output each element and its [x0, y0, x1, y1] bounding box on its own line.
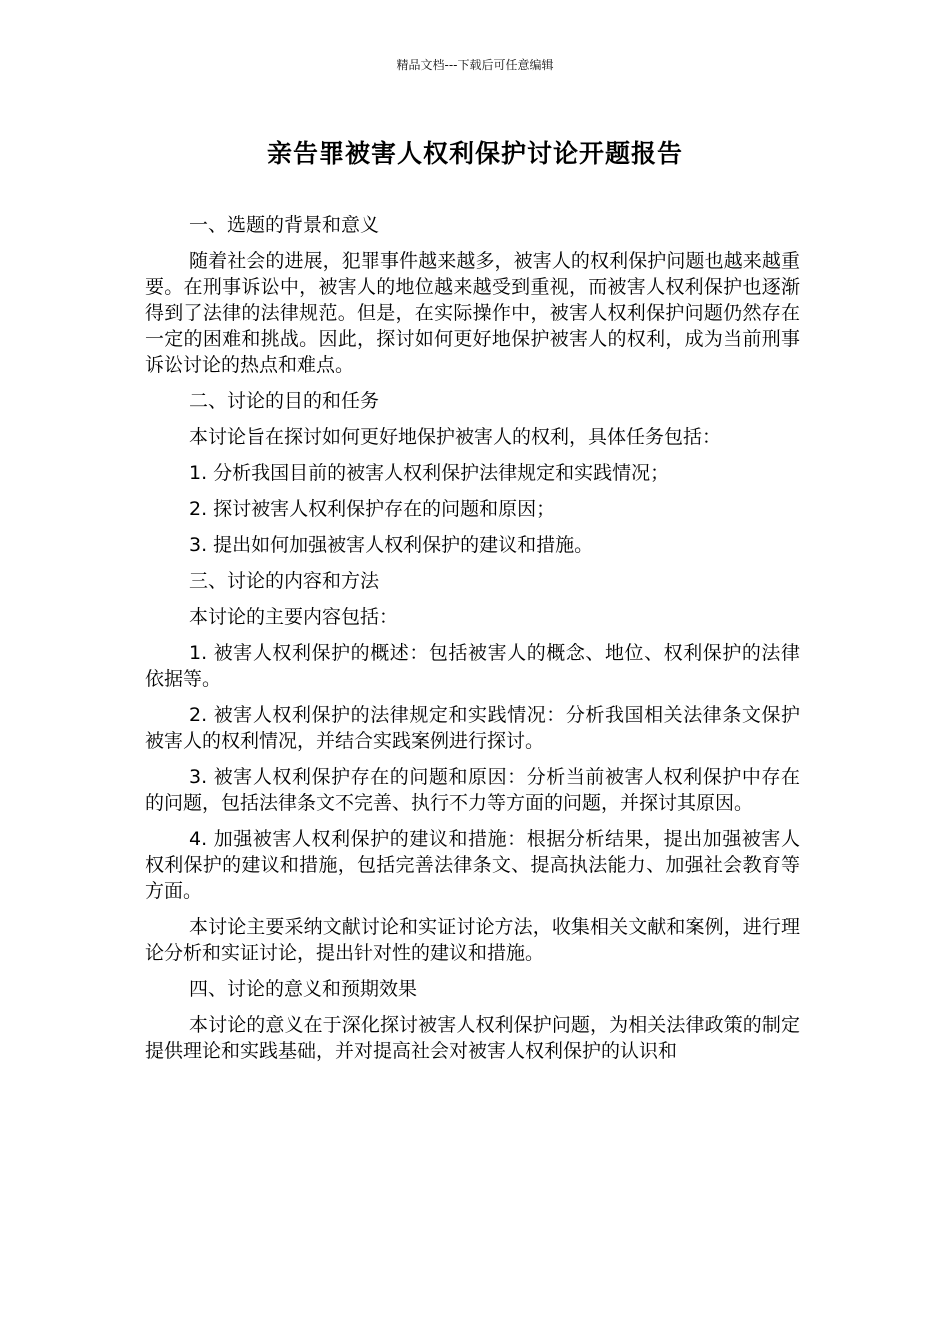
paragraph-background: 随着社会的进展，犯罪事件越来越多，被害人的权利保护问题也越来越重要。在刑事诉讼中，被害人的地位越来越受到重视，而被害人权利保护也逐渐得到了法律的法律规范。但是，在实际操作中，被害人权利保护问题仍然存在一定的困难和挑战。因此，探讨如何更好地保护被害人的权利，成为当前刑事诉讼讨论的热点和难点。	[145, 250, 800, 376]
document-title: 亲告罪被害人权利保护讨论开题报告	[266, 139, 683, 168]
content-item-4: 4. 加强被害人权利保护的建议和措施：根据分析结果，提出加强被害人权利保护的建议和措施，包括完善法律条文、提高执法能力、加强社会教育等方面。	[145, 828, 800, 902]
section-heading-background: 一、选题的背景和意义	[189, 214, 380, 236]
section-heading-significance: 四、讨论的意义和预期效果	[189, 978, 418, 1000]
section-heading-content-methods: 三、讨论的内容和方法	[189, 570, 380, 592]
content-item-3: 3. 被害人权利保护存在的问题和原因：分析当前被害人权利保护中存在的问题，包括法律条文不完善、执行不力等方面的问题，并探讨其原因。	[145, 766, 800, 814]
section-heading-purpose: 二、讨论的目的和任务	[189, 390, 380, 412]
paragraph-content-intro: 本讨论的主要内容包括：	[189, 606, 399, 628]
page-header: 精品文档---下载后可任意编辑	[396, 58, 554, 72]
paragraph-purpose-intro: 本讨论旨在探讨如何更好地保护被害人的权利，具体任务包括：	[189, 426, 722, 448]
content-item-1: 1. 被害人权利保护的概述：包括被害人的概念、地位、权利保护的法律依据等。	[145, 642, 800, 690]
paragraph-methods: 本讨论主要采纳文献讨论和实证讨论方法，收集相关文献和案例，进行理论分析和实证讨论，提出针对性的建议和措施。	[145, 916, 800, 964]
task-item-1: 1. 分析我国目前的被害人权利保护法律规定和实践情况；	[189, 462, 670, 484]
task-item-3: 3. 提出如何加强被害人权利保护的建议和措施。	[189, 534, 594, 556]
document-body	[145, 212, 800, 1074]
task-item-2: 2. 探讨被害人权利保护存在的问题和原因；	[189, 498, 556, 520]
content-item-2: 2. 被害人权利保护的法律规定和实践情况：分析我国相关法律条文保护被害人的权利情况，并结合实践案例进行探讨。	[145, 704, 800, 752]
paragraph-significance: 本讨论的意义在于深化探讨被害人权利保护问题，为相关法律政策的制定提供理论和实践基础，并对提高社会对被害人权利保护的认识和	[145, 1014, 800, 1062]
